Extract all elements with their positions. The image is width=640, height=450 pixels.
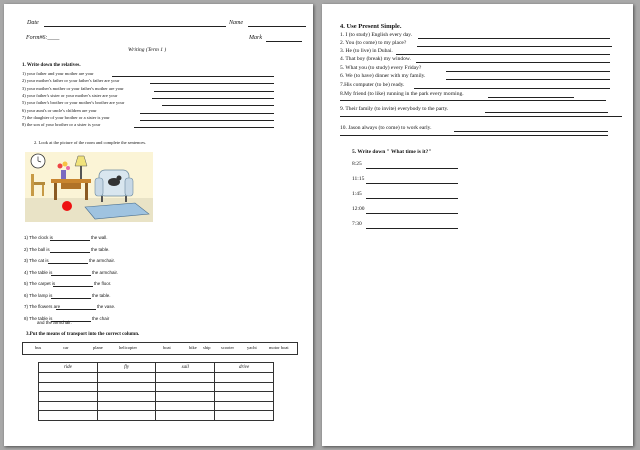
transport-answer-cell[interactable] (39, 392, 98, 402)
transport-answer-cell[interactable] (156, 382, 215, 392)
relatives-item-text: 6) your aunt's or uncle's children are your (22, 107, 97, 113)
transport-word: scooter (221, 345, 234, 350)
transport-answer-cell[interactable] (39, 401, 98, 411)
room-sentence-end: the table. (91, 246, 110, 252)
section3-heading: 3.Put the means of transport into the correct column. (26, 332, 140, 337)
transport-answer-cell[interactable] (215, 392, 274, 402)
present-simple-extra-line[interactable] (340, 100, 606, 101)
relatives-answer-line[interactable] (112, 76, 274, 77)
transport-table (38, 362, 274, 421)
transport-column-header (39, 363, 98, 373)
transport-answer-cell[interactable] (156, 401, 215, 411)
room-sentence-start: 1) The clock is (24, 235, 53, 240)
present-simple-answer-line[interactable] (488, 97, 574, 98)
present-simple-answer-line[interactable] (417, 46, 612, 47)
transport-word: boat (163, 345, 171, 350)
present-simple-item: 2. You (to come) to my place? (340, 40, 407, 46)
room-sentence-start: 3) The cat is (24, 258, 49, 263)
time-label: 1:45 (352, 191, 362, 197)
relatives-item-text: 2) your mother's father or your father's father are your (22, 78, 120, 84)
present-simple-item: 8.My friend (to like) running in the park every morning. (340, 91, 464, 97)
relatives-answer-line[interactable] (154, 91, 274, 92)
present-simple-answer-line[interactable] (396, 54, 610, 55)
room-answer-line[interactable] (56, 309, 96, 310)
ball-icon (62, 201, 72, 211)
room-sentence-end: the chair (92, 315, 110, 321)
room-sentence-end: the armchair. (92, 269, 119, 275)
time-answer-line[interactable] (366, 228, 458, 229)
transport-column-label: ride (63, 365, 72, 370)
present-simple-item: 3. He (to live) in Dubai. (340, 48, 393, 54)
room-answer-line[interactable] (51, 298, 91, 299)
transport-table-row (39, 411, 274, 421)
relatives-item-text: 1) your father and your mother are your (22, 71, 94, 76)
relatives-item-text: 3) your mother's mother or your father's mother are your (22, 85, 124, 91)
present-simple-answer-line[interactable] (485, 112, 608, 113)
room-answer-line[interactable] (50, 252, 90, 253)
relatives-item-text: 5) your father's brother or your mother's brother are your (22, 100, 125, 106)
transport-table-row (39, 373, 274, 383)
transport-answer-cell[interactable] (97, 411, 156, 421)
room-answer-line[interactable] (53, 286, 93, 287)
name-answer-line[interactable] (248, 26, 306, 27)
time-answer-line[interactable] (366, 198, 458, 199)
room-sentence-start: 6) The lamp is (24, 292, 53, 298)
transport-answer-cell[interactable] (39, 411, 98, 421)
date-label: Date (27, 20, 39, 26)
transport-word: motor boat (269, 345, 289, 350)
transport-answer-cell[interactable] (215, 411, 274, 421)
present-simple-extra-line[interactable] (340, 116, 622, 117)
transport-word: plane (93, 345, 103, 350)
transport-answer-cell[interactable] (97, 382, 156, 392)
present-simple-item: 9. Their family (to invite) everybody to the party. (340, 106, 449, 112)
relatives-answer-line[interactable] (134, 127, 274, 128)
transport-table-header-row (39, 363, 274, 373)
transport-answer-cell[interactable] (97, 401, 156, 411)
relatives-item-text: 4) your father's sister or your mother's sister are your (22, 92, 118, 98)
transport-column-header (97, 363, 156, 373)
clock-icon (31, 154, 45, 168)
room-sentence-start: 4) The table is (24, 269, 53, 275)
transport-answer-cell[interactable] (215, 382, 274, 392)
transport-column-header (156, 363, 215, 373)
form-label: Form#6:____ (26, 35, 60, 41)
time-label: 11:15 (352, 176, 365, 182)
transport-answer-cell[interactable] (156, 373, 215, 383)
relatives-answer-line[interactable] (150, 83, 274, 84)
room-answer-line[interactable] (48, 263, 88, 264)
present-simple-item: 10. Jason always (to come) to work early. (340, 125, 432, 131)
transport-answer-cell[interactable] (156, 411, 215, 421)
transport-answer-cell[interactable] (215, 401, 274, 411)
present-simple-answer-line[interactable] (418, 38, 610, 39)
relatives-answer-line[interactable] (162, 105, 274, 106)
relatives-item-text: 8) the son of your brother or a sister is your (22, 122, 101, 128)
worksheet-page-2 (322, 4, 633, 446)
room-sentence-end: the floor. (94, 281, 112, 286)
room-sentence-start: 8) The table is (24, 315, 53, 321)
time-label: 12:00 (352, 206, 365, 212)
time-label: 7:30 (352, 221, 362, 227)
present-simple-answer-line[interactable] (416, 62, 610, 63)
present-simple-item: 6. We (to have) dinner with my family. (340, 73, 426, 79)
present-simple-answer-line[interactable] (446, 71, 610, 72)
room-sentence-continuation: and the armchair. (37, 320, 72, 325)
transport-word: yacht (247, 345, 257, 350)
transport-column-label: drive (238, 365, 250, 370)
room-answer-line[interactable] (50, 240, 90, 241)
section2-heading: 2. Look at the picture of the room and complete the sentences. (34, 140, 147, 145)
section5-heading: 5. Write down " What time is it?" (352, 149, 432, 155)
transport-answer-cell[interactable] (215, 373, 274, 383)
time-label: 8:25 (352, 161, 362, 167)
name-label: Name (229, 20, 243, 26)
present-simple-extra-line[interactable] (340, 135, 608, 136)
transport-column-label: fly (124, 365, 130, 370)
room-sentence-end: the vase. (97, 304, 116, 309)
transport-answer-cell[interactable] (39, 382, 98, 392)
mark-answer-line[interactable] (266, 41, 302, 42)
transport-answer-cell[interactable] (39, 373, 98, 383)
relatives-item-text: 7) the daughter of your brother or a sister is your (22, 114, 110, 120)
room-sentence-end: the wall. (91, 235, 108, 240)
present-simple-item: 4. That boy (break) my window. (340, 56, 411, 62)
worksheet-page-1 (4, 4, 313, 446)
section4-heading: 4. Use Present Simple. (340, 23, 402, 30)
transport-word-box (22, 342, 298, 355)
present-simple-item: 7.His computer (to be) ready. (340, 82, 405, 88)
transport-word: bike (189, 345, 197, 350)
transport-word: car (63, 345, 69, 350)
room-answer-line[interactable] (51, 275, 91, 276)
section1-heading: 1. Write down the relatives. (22, 63, 81, 68)
room-sentence-start: 2) The ball is (24, 246, 50, 252)
transport-table-row (39, 401, 274, 411)
room-sentence-end: the armchair. (89, 258, 116, 263)
time-answer-line[interactable] (366, 183, 458, 184)
room-sentence-end: the table. (92, 292, 111, 298)
relatives-answer-line[interactable] (140, 113, 274, 114)
time-answer-line[interactable] (366, 168, 458, 169)
transport-column-header (215, 363, 274, 373)
transport-word: helicopter (119, 345, 137, 350)
present-simple-answer-line[interactable] (414, 88, 610, 89)
transport-column-label: sail (181, 365, 189, 370)
room-picture (25, 152, 153, 222)
transport-word: bus (35, 345, 42, 350)
present-simple-answer-line[interactable] (446, 79, 610, 80)
room-sentence-start: 5) The carpet is (24, 281, 56, 286)
worksheet-title: Writing (Term 1 ) (128, 47, 167, 53)
transport-word: ship (203, 345, 211, 350)
relatives-answer-line[interactable] (152, 98, 274, 99)
mark-label: Mark (249, 35, 262, 41)
present-simple-answer-line[interactable] (454, 131, 608, 132)
present-simple-item: 1. I (to study) English every day. (340, 32, 413, 38)
relatives-answer-line[interactable] (140, 120, 274, 121)
date-answer-line[interactable] (44, 26, 226, 27)
time-answer-line[interactable] (366, 213, 458, 214)
transport-answer-cell[interactable] (97, 373, 156, 383)
transport-table-row (39, 382, 274, 392)
room-sentence-start: 7) The flowers are (24, 304, 61, 309)
transport-answer-cell[interactable] (97, 392, 156, 402)
present-simple-item: 5. What you (to study) every Friday? (340, 65, 422, 71)
transport-answer-cell[interactable] (156, 392, 215, 402)
transport-table-row (39, 392, 274, 402)
